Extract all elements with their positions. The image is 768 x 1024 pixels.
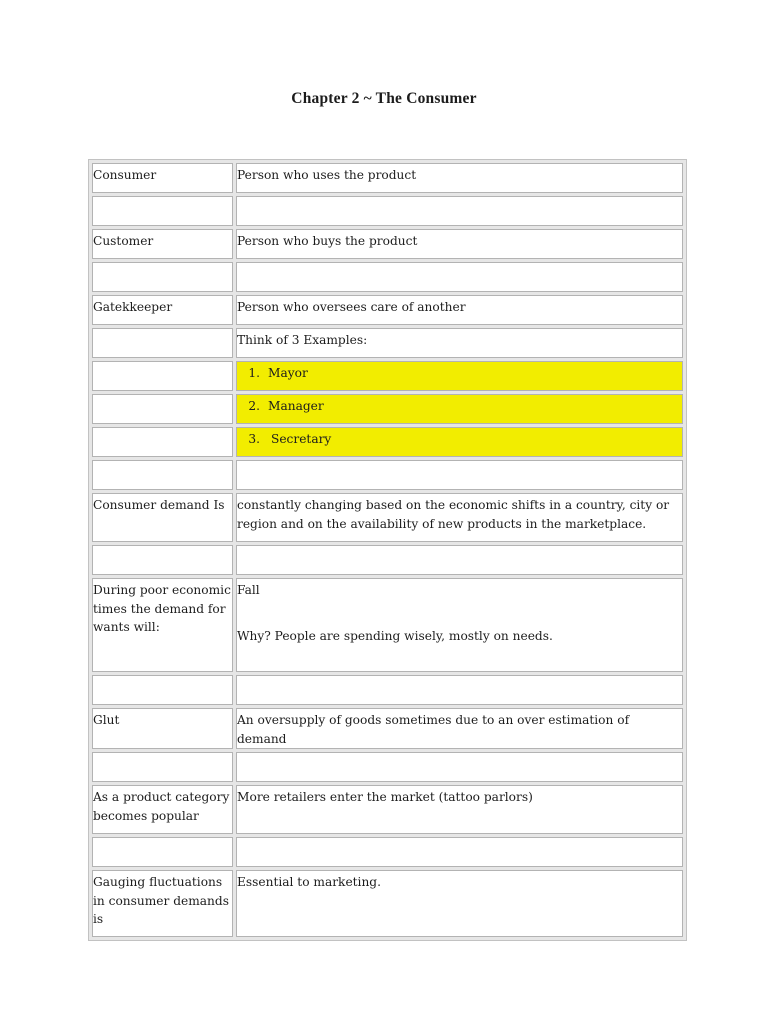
term-cell: Consumer [92,163,233,193]
term-line: During poor economic [93,583,231,597]
highlighted-list-item [236,427,683,457]
vocabulary-table [88,159,687,941]
term-cell [92,785,233,834]
highlighted-list-item [236,394,683,424]
table-row [92,460,683,490]
table-row [92,196,683,226]
empty-cell [236,545,683,575]
definition-cell: Person who buys the product [236,229,683,259]
table-row [92,675,683,705]
definition-cell [236,578,683,672]
term-line: in consumer demands [93,893,229,908]
list-item-text: Manager [268,399,324,413]
list-number: 1. [248,366,260,380]
empty-cell [236,262,683,292]
empty-cell [92,752,233,782]
table-row [92,427,683,457]
empty-cell [92,837,233,867]
empty-cell [236,752,683,782]
table-row [92,785,683,834]
empty-cell [92,545,233,575]
table-row [92,295,683,325]
definition-line: constantly changing based on the economic shifts in a country, city or [237,498,670,512]
term-line: As a product category [93,790,230,804]
explanation-text: Why? People are spending wisely, mostly on needs. [237,628,553,643]
empty-cell [236,837,683,867]
table-row [92,870,683,937]
table-row [92,752,683,782]
empty-cell [92,394,233,424]
term-line: becomes popular [93,808,199,823]
table-row [92,163,683,193]
table-row [92,262,683,292]
term-cell: Gatekkeeper [92,295,233,325]
table-row [92,545,683,575]
table-row [92,493,683,542]
answer-text: Fall [237,583,260,597]
definition-cell [236,493,683,542]
empty-cell [236,460,683,490]
table-row [92,394,683,424]
examples-heading: Think of 3 Examples: [236,328,683,358]
table-row [92,361,683,391]
empty-cell [92,675,233,705]
table-row [92,328,683,358]
definition-cell: An oversupply of goods sometimes due to an over estimation of demand [236,708,683,749]
term-cell: Glut [92,708,233,749]
empty-cell [92,361,233,391]
term-line: is [93,912,104,926]
empty-cell [92,460,233,490]
empty-cell [92,262,233,292]
table-row [92,708,683,749]
table-row [92,229,683,259]
empty-cell [92,328,233,358]
definition-cell: Person who uses the product [236,163,683,193]
list-item-text: Secretary [271,432,332,446]
definition-cell: Person who oversees care of another [236,295,683,325]
term-cell [92,870,233,937]
term-cell: Customer [92,229,233,259]
table-row [92,837,683,867]
empty-cell [236,196,683,226]
list-number: 3. [248,432,260,446]
list-item-text: Mayor [268,366,308,380]
empty-cell [236,675,683,705]
term-line: Gauging fluctuations [93,875,223,889]
definition-cell: More retailers enter the market (tattoo parlors) [236,785,683,834]
highlighted-list-item [236,361,683,391]
table-row [92,578,683,672]
empty-cell [92,196,233,226]
page-title: Chapter 2 ~ The Consumer [291,90,477,107]
empty-cell [92,427,233,457]
term-line: wants will: [93,620,160,634]
term-cell: Consumer demand Is [92,493,233,542]
term-cell [92,578,233,672]
list-number: 2. [248,399,260,413]
term-line: times the demand for [93,601,226,616]
definition-cell: Essential to marketing. [236,870,683,937]
definition-line: region and on the availability of new products in the marketplace. [237,516,647,531]
